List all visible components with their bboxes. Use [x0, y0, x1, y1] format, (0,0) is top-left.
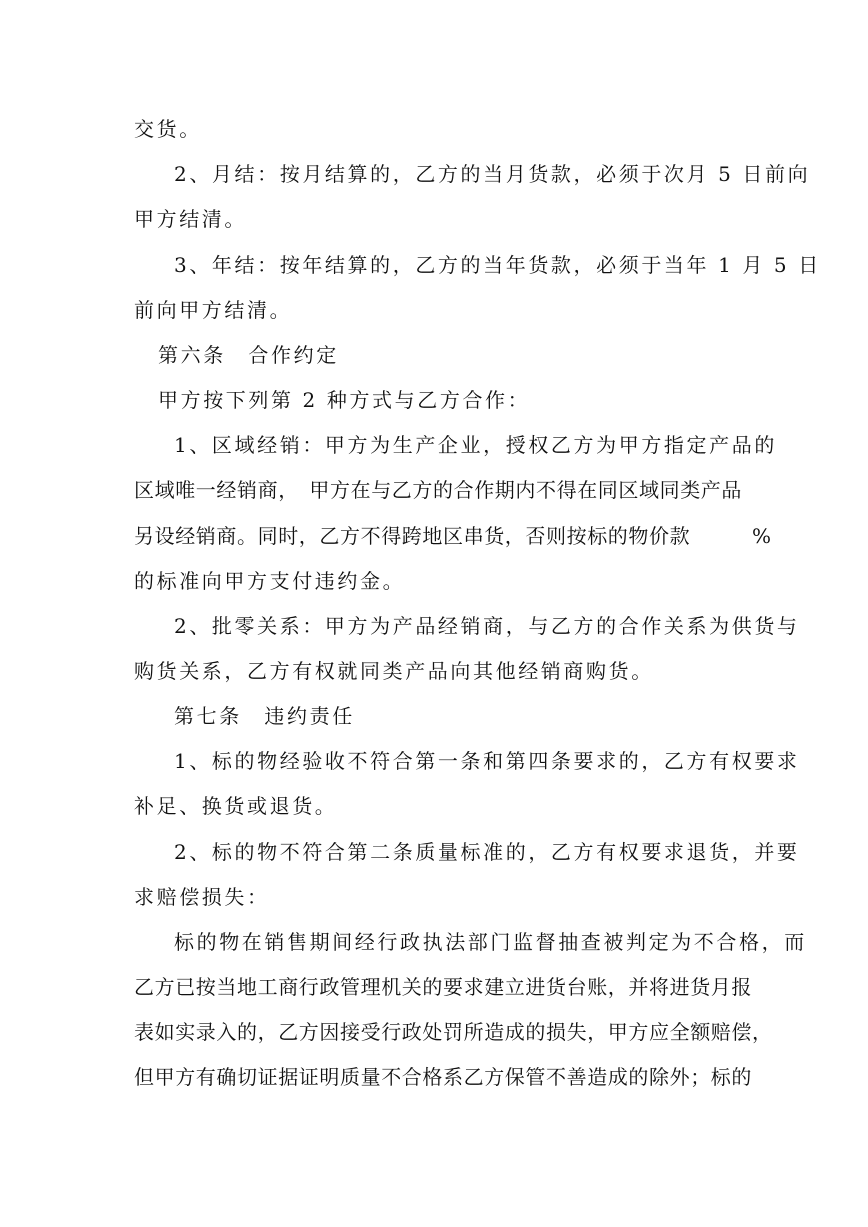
text-line: 前向甲方结清。 [134, 298, 293, 322]
section-heading: 第六条 合作约定 [158, 343, 339, 367]
text-line: 标的物在销售期间经行政执法部门监督抽查被判定为不合格，而 [174, 930, 807, 954]
text-line: 但甲方有确切证据证明质量不合格系乙方保管不善造成的除外；标的 [134, 1065, 752, 1089]
text-line: 求赔偿损失： [134, 885, 270, 909]
text-line: 2、批零关系：甲方为产品经销商，与乙方的合作关系为供货与 [174, 614, 800, 638]
text-line: 1、区域经销：甲方为生产企业，授权乙方为甲方指定产品的 [174, 433, 777, 457]
text-line: 1、标的物经验收不符合第一条和第四条要求的，乙方有权要求 [174, 749, 800, 773]
text-line: 3、年结：按年结算的，乙方的当年货款，必须于当年 1 月 5 日 [174, 253, 821, 277]
text-line: 交货。 [134, 117, 202, 141]
text-line: 甲方按下列第 2 种方式与乙方合作： [158, 388, 531, 412]
text-line: 2、月结：按月结算的，乙方的当月货款，必须于次月 5 日前向 [174, 162, 811, 186]
text-line: 的标准向甲方支付违约金。 [134, 569, 406, 593]
text-line: 2、标的物不符合第二条质量标准的，乙方有权要求退货，并要 [174, 840, 800, 864]
text-line: 乙方已按当地工商行政管理机关的要求建立进货台账，并将进货月报 [134, 975, 752, 999]
text-line: 甲方结清。 [134, 207, 247, 231]
text-line: 另设经销商。同时，乙方不得跨地区串货，否则按标的物价款 % [134, 524, 772, 548]
text-line: 补足、换货或退货。 [134, 794, 338, 818]
text-line: 区域唯一经销商， 甲方在与乙方的合作期内不得在同区域同类产品 [134, 478, 742, 502]
text-line: 表如实录入的，乙方因接受行政处罚所造成的损失，甲方应全额赔偿， [134, 1020, 773, 1044]
text-line: 购货关系，乙方有权就同类产品向其他经销商购货。 [134, 659, 654, 683]
section-heading: 第七条 违约责任 [174, 704, 355, 728]
